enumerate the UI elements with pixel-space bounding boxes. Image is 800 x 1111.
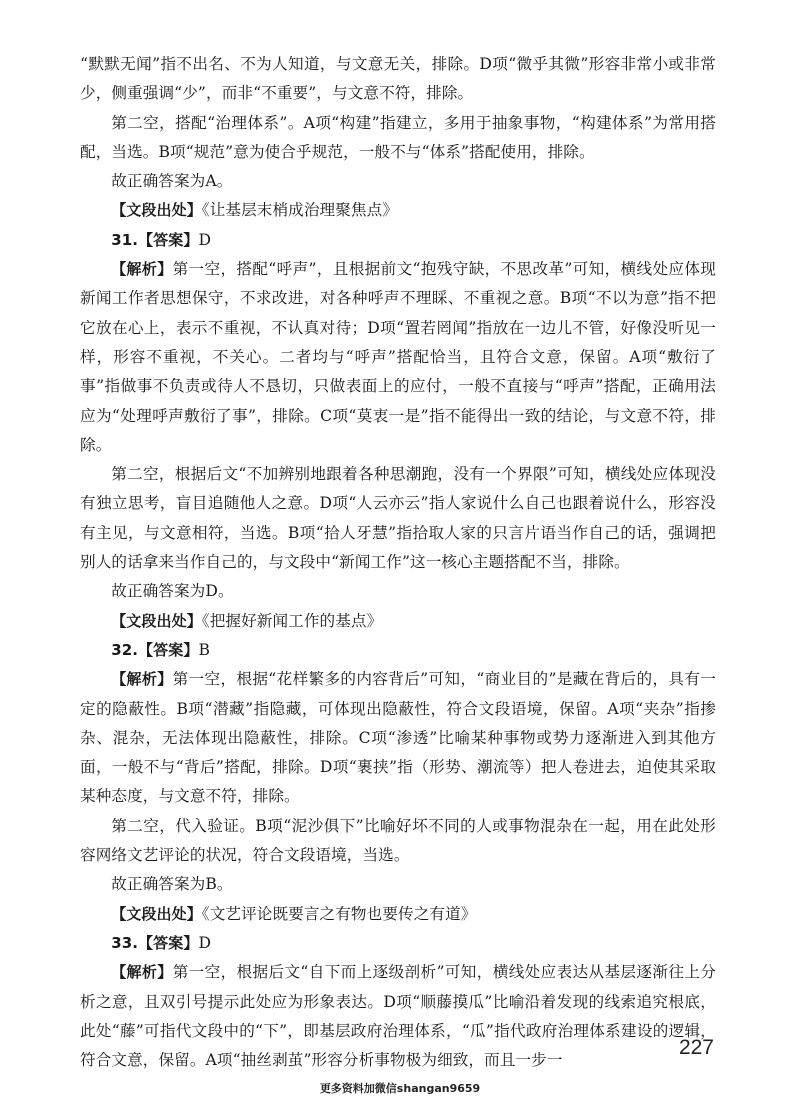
- paragraph: 第二空，根据后文“不加辨别地跟着各种思潮跑，没有一个界限”可知，横线处应体现没有独立思考，盲目追随他人之意。D项“人云亦云”指人家说什么自己也跟着说什么，形容没有主见，与文意相符，当选。B项“拾人牙慧”指拾取人家的只言片语当作自己的话，强调把别人的话拿来当作自己的，与文段中“新闻工作”这一核心主题搭配不当，排除。: [80, 465, 716, 572]
- paragraph: 第二空，搭配“治理体系”。A项“构建”指建立，多用于抽象事物，“构建体系”为常用搭配，当选。B项“规范”意为使合乎规范，一般不与“体系”搭配使用，排除。: [80, 113, 716, 161]
- analysis-paragraph: 【解析】第一空，根据“花样繁多的内容背后”可知，“商业目的”是藏在背后的，具有一定的隐蔽性。B项“潜藏”指隐藏，可体现出隐蔽性，符合文段语境，保留。A项“夹杂”指掺杂、混杂，无法体现出隐蔽性，排除。C项“渗透”比喻某种事物或势力逐渐进入到其他方面，一般不与“背后”搭配，排除。D项“裹挟”指（形势、潮流等）把人卷进去，迫使其采取某种态度，与文意不符，排除。: [80, 670, 716, 806]
- paragraph: 第二空，代入验证。B项“泥沙俱下”比喻好坏不同的人或事物混杂在一起，用在此处形容网络文艺评论的状况，符合文段语境，当选。: [80, 816, 716, 865]
- page-content: [80, 50, 716, 1075]
- answer-heading: 33.【答案】D: [111, 933, 212, 952]
- paragraph: “默默无闻”指不出名、不为人知道，与文意无关，排除。D项“微乎其微”形容非常小或非常少，侧重强调“少”，而非“不重要”，与文意不符，排除。: [80, 55, 716, 103]
- answer-heading: 32.【答案】B: [111, 640, 211, 659]
- footer-note: 更多资料加微信shangan9659: [319, 1082, 481, 1095]
- paragraph: 故正确答案为A。: [111, 172, 233, 191]
- page-number: 227: [678, 1036, 714, 1059]
- analysis-paragraph: 【解析】第一空，根据后文“自下而上逐级剖析”可知，横线处应表达从基层逐渐往上分析之意，且双引号提示此处应为形象表达。D项“顺藤摸瓜”比喻沿着发现的线索追究根底，此处“藤”可指代文段中的“下”，即基层政府治理体系，“瓜”指代政府治理体系建设的逻辑，符合文意，保留。A项“抽丝剥茧”形容分析事物极为细致，而且一步一: [80, 963, 716, 1070]
- analysis-paragraph: 【解析】第一空，搭配“呼声”，且根据前文“抱残守缺，不思改革”可知，横线处应体现新闻工作者思想保守，不求改进，对各种呼声不理睬、不重视之意。B项“不以为意”指不把它放在心上，表示不重视，不认真对待；D项“置若罔闻”指放在一边儿不管，好像没听见一样，形容不重视，不关心。二者均与“呼声”搭配恰当，且符合文意，保留。A项“敷衍了事”指做事不负责或待人不恳切，只做表面上的应付，一般不直接与“呼声”搭配，正确用法应为“处理呼声敷衍了事”，排除。C项“莫衷一是”指不能得出一致的结论，与文意不符，排除。: [80, 260, 716, 454]
- source-heading: 【文段出处】《把握好新闻工作的基点》: [111, 611, 383, 630]
- paragraph: 故正确答案为D。: [111, 582, 234, 601]
- paragraph: 故正确答案为B。: [111, 875, 233, 894]
- source-heading: 【文段出处】《文艺评论既要言之有物也要传之有道》: [111, 904, 477, 923]
- source-heading: 【文段出处】《让基层末梢成治理聚焦点》: [111, 201, 399, 220]
- answer-heading: 31.【答案】D: [111, 230, 212, 249]
